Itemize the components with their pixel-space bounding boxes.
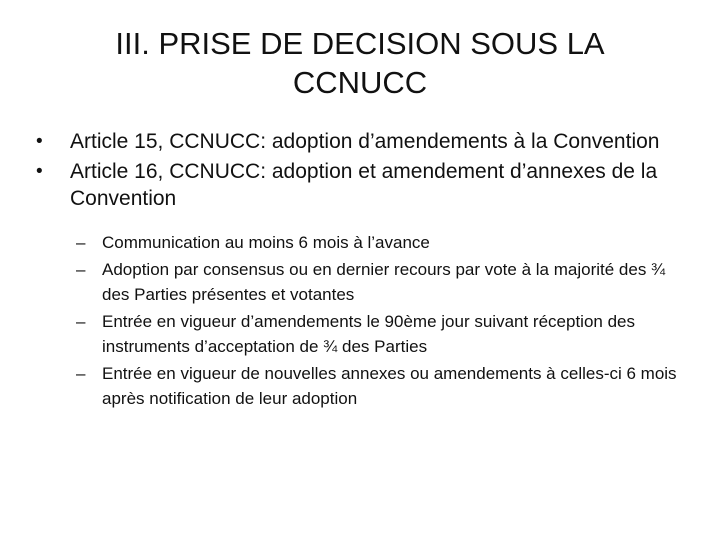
sub-bullet-text: Entrée en vigueur de nouvelles annexes ou amendements à celles-ci 6 mois après notification de leur adoption: [102, 364, 677, 408]
sub-bullet-marker: –: [76, 260, 86, 279]
sub-bullet-item: [36, 257, 696, 307]
sub-bullet-text: Communication au moins 6 mois à l’avance: [102, 233, 430, 252]
bullet-item-article-15: [36, 128, 696, 155]
title-line-1: III. PRISE DE DECISION SOUS LA: [115, 26, 605, 61]
sub-bullet-text: Entrée en vigueur d’amendements le 90ème jour suivant réception des instruments d’acceptation de ¾ des Parties: [102, 312, 635, 356]
bullet-marker: •: [36, 161, 43, 182]
sub-bullet-marker: –: [76, 233, 86, 252]
slide-title: [40, 24, 680, 102]
title-line-2: CCNUCC: [292, 65, 428, 100]
sub-bullet-text: Adoption par consensus ou en dernier recours par vote à la majorité des ¾ des Parties présentes et votantes: [102, 260, 666, 304]
sub-bullet-item: [36, 230, 696, 255]
bullet-item-article-16: [36, 158, 696, 212]
sub-bullet-marker: –: [76, 312, 86, 331]
sub-bullet-item: [36, 361, 696, 411]
sub-bullet-list: [36, 230, 696, 411]
sub-bullet-marker: –: [76, 364, 86, 383]
bullet-text: Article 16, CCNUCC: adoption et amendement d’annexes de la Convention: [70, 160, 658, 210]
bullet-marker: •: [36, 131, 43, 152]
bullet-text: Article 15, CCNUCC: adoption d’amendements à la Convention: [70, 130, 660, 153]
sub-bullet-item: [36, 309, 696, 359]
slide-body: [36, 128, 696, 413]
